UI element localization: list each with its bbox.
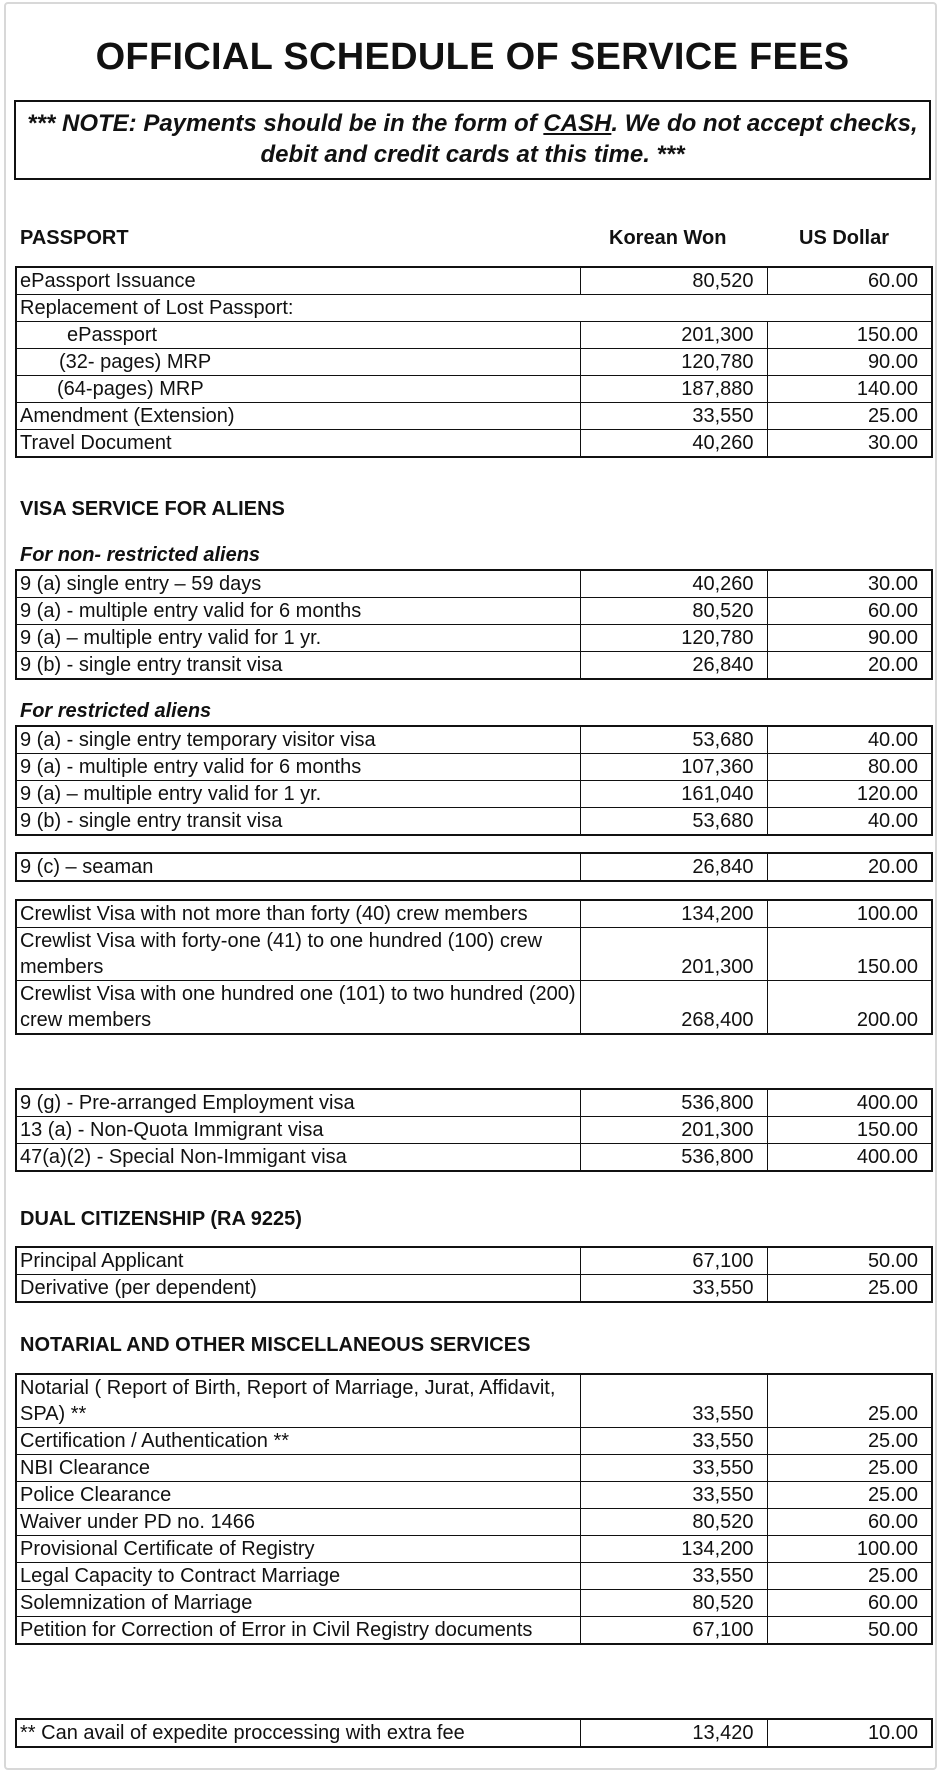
fee-usd: 140.00 [767, 376, 932, 403]
fee-usd: 25.00 [767, 1563, 932, 1590]
table-row [16, 1482, 932, 1509]
fee-label: ** Can avail of expedite proccessing with extra fee [16, 1719, 580, 1747]
table-row [16, 981, 932, 1035]
fee-label: Provisional Certificate of Registry [16, 1536, 580, 1563]
fee-label: 47(a)(2) - Special Non-Immigant visa [16, 1144, 580, 1172]
table-row [16, 1428, 932, 1455]
fee-usd: 30.00 [767, 570, 932, 598]
fee-label: 9 (a) single entry – 59 days [16, 570, 580, 598]
fee-label: Notarial ( Report of Birth, Report of Marriage, Jurat, Affidavit, SPA) ** [16, 1374, 580, 1428]
table-row [16, 430, 932, 458]
fee-usd: 30.00 [767, 430, 932, 458]
fee-label: 9 (a) - single entry temporary visitor visa [16, 726, 580, 754]
fee-krw: 53,680 [580, 726, 767, 754]
fee-usd: 60.00 [767, 598, 932, 625]
fee-krw: 161,040 [580, 781, 767, 808]
fee-usd: 150.00 [767, 322, 932, 349]
col-header-usd: US Dollar [799, 227, 890, 249]
fee-krw: 107,360 [580, 754, 767, 781]
passport-heading: PASSPORT [20, 227, 129, 249]
fee-label: NBI Clearance [16, 1455, 580, 1482]
fee-usd: 120.00 [767, 781, 932, 808]
table-row [16, 1247, 932, 1275]
fee-usd: 20.00 [767, 652, 932, 680]
table-row [16, 349, 932, 376]
fee-usd: 100.00 [767, 1536, 932, 1563]
fee-usd: 25.00 [767, 1482, 932, 1509]
fee-krw: 13,420 [580, 1719, 767, 1747]
fee-usd: 90.00 [767, 625, 932, 652]
table-row [16, 1144, 932, 1172]
fee-krw: 33,550 [580, 1275, 767, 1303]
fee-usd: 200.00 [767, 981, 932, 1035]
fee-krw: 120,780 [580, 625, 767, 652]
fee-krw: 33,550 [580, 1563, 767, 1590]
fee-usd: 50.00 [767, 1617, 932, 1645]
other-visa-table [15, 1088, 933, 1172]
table-row [16, 754, 932, 781]
fee-usd: 20.00 [767, 853, 932, 881]
fee-label: Travel Document [16, 430, 580, 458]
fee-krw: 67,100 [580, 1247, 767, 1275]
visa-heading: VISA SERVICE FOR ALIENS [20, 498, 285, 520]
fee-label: Petition for Correction of Error in Civil Registry documents [16, 1617, 580, 1645]
fee-krw: 40,260 [580, 570, 767, 598]
fee-usd: 25.00 [767, 1275, 932, 1303]
fee-label: Crewlist Visa with one hundred one (101) to two hundred (200) crew members [16, 981, 580, 1035]
fee-usd: 10.00 [767, 1719, 932, 1747]
table-row [16, 1509, 932, 1536]
fee-usd: 150.00 [767, 1117, 932, 1144]
expedite-table [15, 1718, 933, 1748]
passport-table [15, 266, 933, 458]
table-row [16, 1455, 932, 1482]
fee-krw: 33,550 [580, 1428, 767, 1455]
table-row [16, 1117, 932, 1144]
fee-label: 9 (b) - single entry transit visa [16, 652, 580, 680]
fee-krw: 40,260 [580, 430, 767, 458]
fee-krw: 33,550 [580, 1374, 767, 1428]
table-row [16, 625, 932, 652]
fee-usd: 25.00 [767, 1428, 932, 1455]
fee-krw: 33,550 [580, 403, 767, 430]
fee-krw: 26,840 [580, 853, 767, 881]
fee-label: 9 (a) - multiple entry valid for 6 months [16, 754, 580, 781]
fee-usd: 400.00 [767, 1089, 932, 1117]
fee-krw: 80,520 [580, 598, 767, 625]
table-row [16, 295, 932, 322]
fee-label: Replacement of Lost Passport: [16, 295, 932, 322]
fee-label: Police Clearance [16, 1482, 580, 1509]
fee-krw: 33,550 [580, 1482, 767, 1509]
fee-usd: 80.00 [767, 754, 932, 781]
fee-usd: 60.00 [767, 1590, 932, 1617]
fee-label: Crewlist Visa with forty-one (41) to one hundred (100) crew members [16, 928, 580, 981]
page-title: OFFICIAL SCHEDULE OF SERVICE FEES [95, 36, 850, 78]
fee-label: Legal Capacity to Contract Marriage [16, 1563, 580, 1590]
fee-usd: 150.00 [767, 928, 932, 981]
fee-label: 9 (b) - single entry transit visa [16, 808, 580, 836]
fee-usd: 400.00 [767, 1144, 932, 1172]
fee-label: 13 (a) - Non-Quota Immigrant visa [16, 1117, 580, 1144]
table-row [16, 1590, 932, 1617]
dual-table [15, 1246, 933, 1303]
table-row [16, 781, 932, 808]
table-row [16, 726, 932, 754]
table-row [16, 403, 932, 430]
table-row [16, 853, 932, 881]
fee-krw: 120,780 [580, 349, 767, 376]
fee-label: ePassport Issuance [16, 267, 580, 295]
table-row [16, 267, 932, 295]
table-row [16, 1563, 932, 1590]
fee-krw: 134,200 [580, 1536, 767, 1563]
fee-usd: 40.00 [767, 808, 932, 836]
table-row [16, 598, 932, 625]
fee-usd: 25.00 [767, 1374, 932, 1428]
note-suffix: . We do not accept checks, debit and credit cards at this time. *** [260, 110, 918, 168]
table-row [16, 1536, 932, 1563]
fee-label: Certification / Authentication ** [16, 1428, 580, 1455]
fee-krw: 201,300 [580, 928, 767, 981]
fee-label: Crewlist Visa with not more than forty (40) crew members [16, 900, 580, 928]
fee-label: (64-pages) MRP [16, 376, 580, 403]
fee-usd: 50.00 [767, 1247, 932, 1275]
fee-usd: 25.00 [767, 403, 932, 430]
fee-usd: 90.00 [767, 349, 932, 376]
notarial-heading: NOTARIAL AND OTHER MISCELLANEOUS SERVICES [20, 1334, 531, 1356]
fee-label: 9 (a) - multiple entry valid for 6 months [16, 598, 580, 625]
fee-label: Principal Applicant [16, 1247, 580, 1275]
fee-krw: 536,800 [580, 1089, 767, 1117]
table-row [16, 570, 932, 598]
fee-krw: 80,520 [580, 1509, 767, 1536]
restricted-heading: For restricted aliens [20, 700, 212, 722]
restricted-table [15, 725, 933, 836]
fee-usd: 100.00 [767, 900, 932, 928]
fee-label: Waiver under PD no. 1466 [16, 1509, 580, 1536]
fee-usd: 60.00 [767, 267, 932, 295]
crewlist-table [15, 899, 933, 1035]
fee-label: 9 (g) - Pre-arranged Employment visa [16, 1089, 580, 1117]
fee-label: ePassport [16, 322, 580, 349]
table-row [16, 1374, 932, 1428]
fee-krw: 134,200 [580, 900, 767, 928]
fee-label: Amendment (Extension) [16, 403, 580, 430]
fee-label: Solemnization of Marriage [16, 1590, 580, 1617]
dual-heading: DUAL CITIZENSHIP (RA 9225) [20, 1208, 302, 1230]
col-header-krw: Korean Won [609, 227, 727, 249]
fee-krw: 33,550 [580, 1455, 767, 1482]
table-row [16, 900, 932, 928]
fee-label: Derivative (per dependent) [16, 1275, 580, 1303]
fee-usd: 60.00 [767, 1509, 932, 1536]
fee-label: 9 (a) – multiple entry valid for 1 yr. [16, 781, 580, 808]
fee-krw: 536,800 [580, 1144, 767, 1172]
fee-krw: 67,100 [580, 1617, 767, 1645]
table-row [16, 322, 932, 349]
table-row [16, 808, 932, 836]
fee-krw: 187,880 [580, 376, 767, 403]
note-prefix: *** NOTE: Payments should be in the form of [27, 110, 544, 137]
fee-krw: 80,520 [580, 1590, 767, 1617]
fee-krw: 201,300 [580, 322, 767, 349]
fee-label: (32- pages) MRP [16, 349, 580, 376]
non-restricted-table [15, 569, 933, 680]
note-cash: CASH [543, 110, 612, 137]
table-row [16, 1617, 932, 1645]
table-row [16, 928, 932, 981]
fee-krw: 268,400 [580, 981, 767, 1035]
table-row [16, 1275, 932, 1303]
fee-usd: 25.00 [767, 1455, 932, 1482]
table-row [16, 1089, 932, 1117]
fee-label: 9 (c) – seaman [16, 853, 580, 881]
table-row [16, 1719, 932, 1747]
fee-krw: 53,680 [580, 808, 767, 836]
payment-note [14, 100, 931, 180]
fee-krw: 80,520 [580, 267, 767, 295]
fee-krw: 26,840 [580, 652, 767, 680]
fee-label: 9 (a) – multiple entry valid for 1 yr. [16, 625, 580, 652]
fee-usd: 40.00 [767, 726, 932, 754]
table-row [16, 376, 932, 403]
non-restricted-heading: For non- restricted aliens [20, 544, 261, 566]
notarial-table [15, 1373, 933, 1645]
fee-krw: 201,300 [580, 1117, 767, 1144]
seaman-table [15, 852, 933, 882]
table-row [16, 652, 932, 680]
